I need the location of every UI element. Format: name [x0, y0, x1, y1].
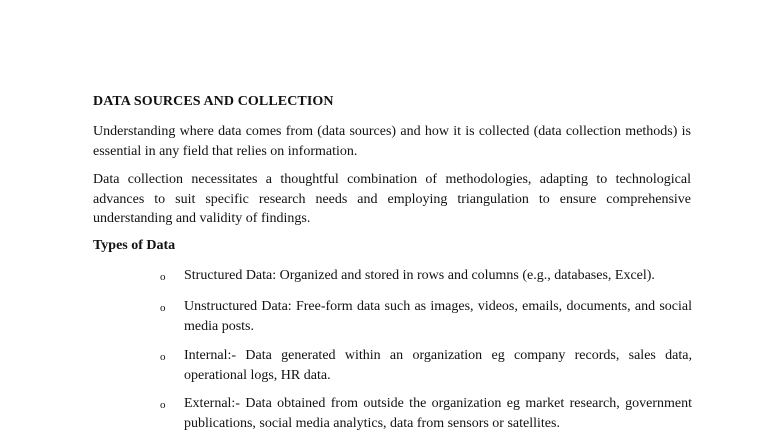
collection-paragraph: Data collection necessitates a thoughtful combination of methodologies, adapting to technological advances to suit specific research needs and employing triangulation to ensure comprehensive understanding and validity of findings. [93, 172, 691, 226]
types-of-data-subheading: Types of Data [93, 238, 176, 253]
bullet-icon: o [160, 302, 166, 314]
bullet-icon: o [160, 351, 166, 363]
list-item-external-data: External:- Data obtained from outside the organization eg market research, government publications, social media analytics, data from sensors or satellites. [184, 396, 692, 431]
section-heading: DATA SOURCES AND COLLECTION [93, 94, 334, 109]
bullet-icon: o [160, 271, 166, 283]
list-item-internal-data: Internal:- Data generated within an organization eg company records, sales data, operational logs, HR data. [184, 348, 692, 383]
bullet-icon: o [160, 399, 166, 411]
intro-paragraph: Understanding where data comes from (data sources) and how it is collected (data collection methods) is essential in any field that relies on information. [93, 124, 691, 159]
list-item-unstructured-data: Unstructured Data: Free-form data such as images, videos, emails, documents, and social media posts. [184, 299, 692, 334]
list-item-structured-data: Structured Data: Organized and stored in rows and columns (e.g., databases, Excel). [184, 268, 655, 283]
